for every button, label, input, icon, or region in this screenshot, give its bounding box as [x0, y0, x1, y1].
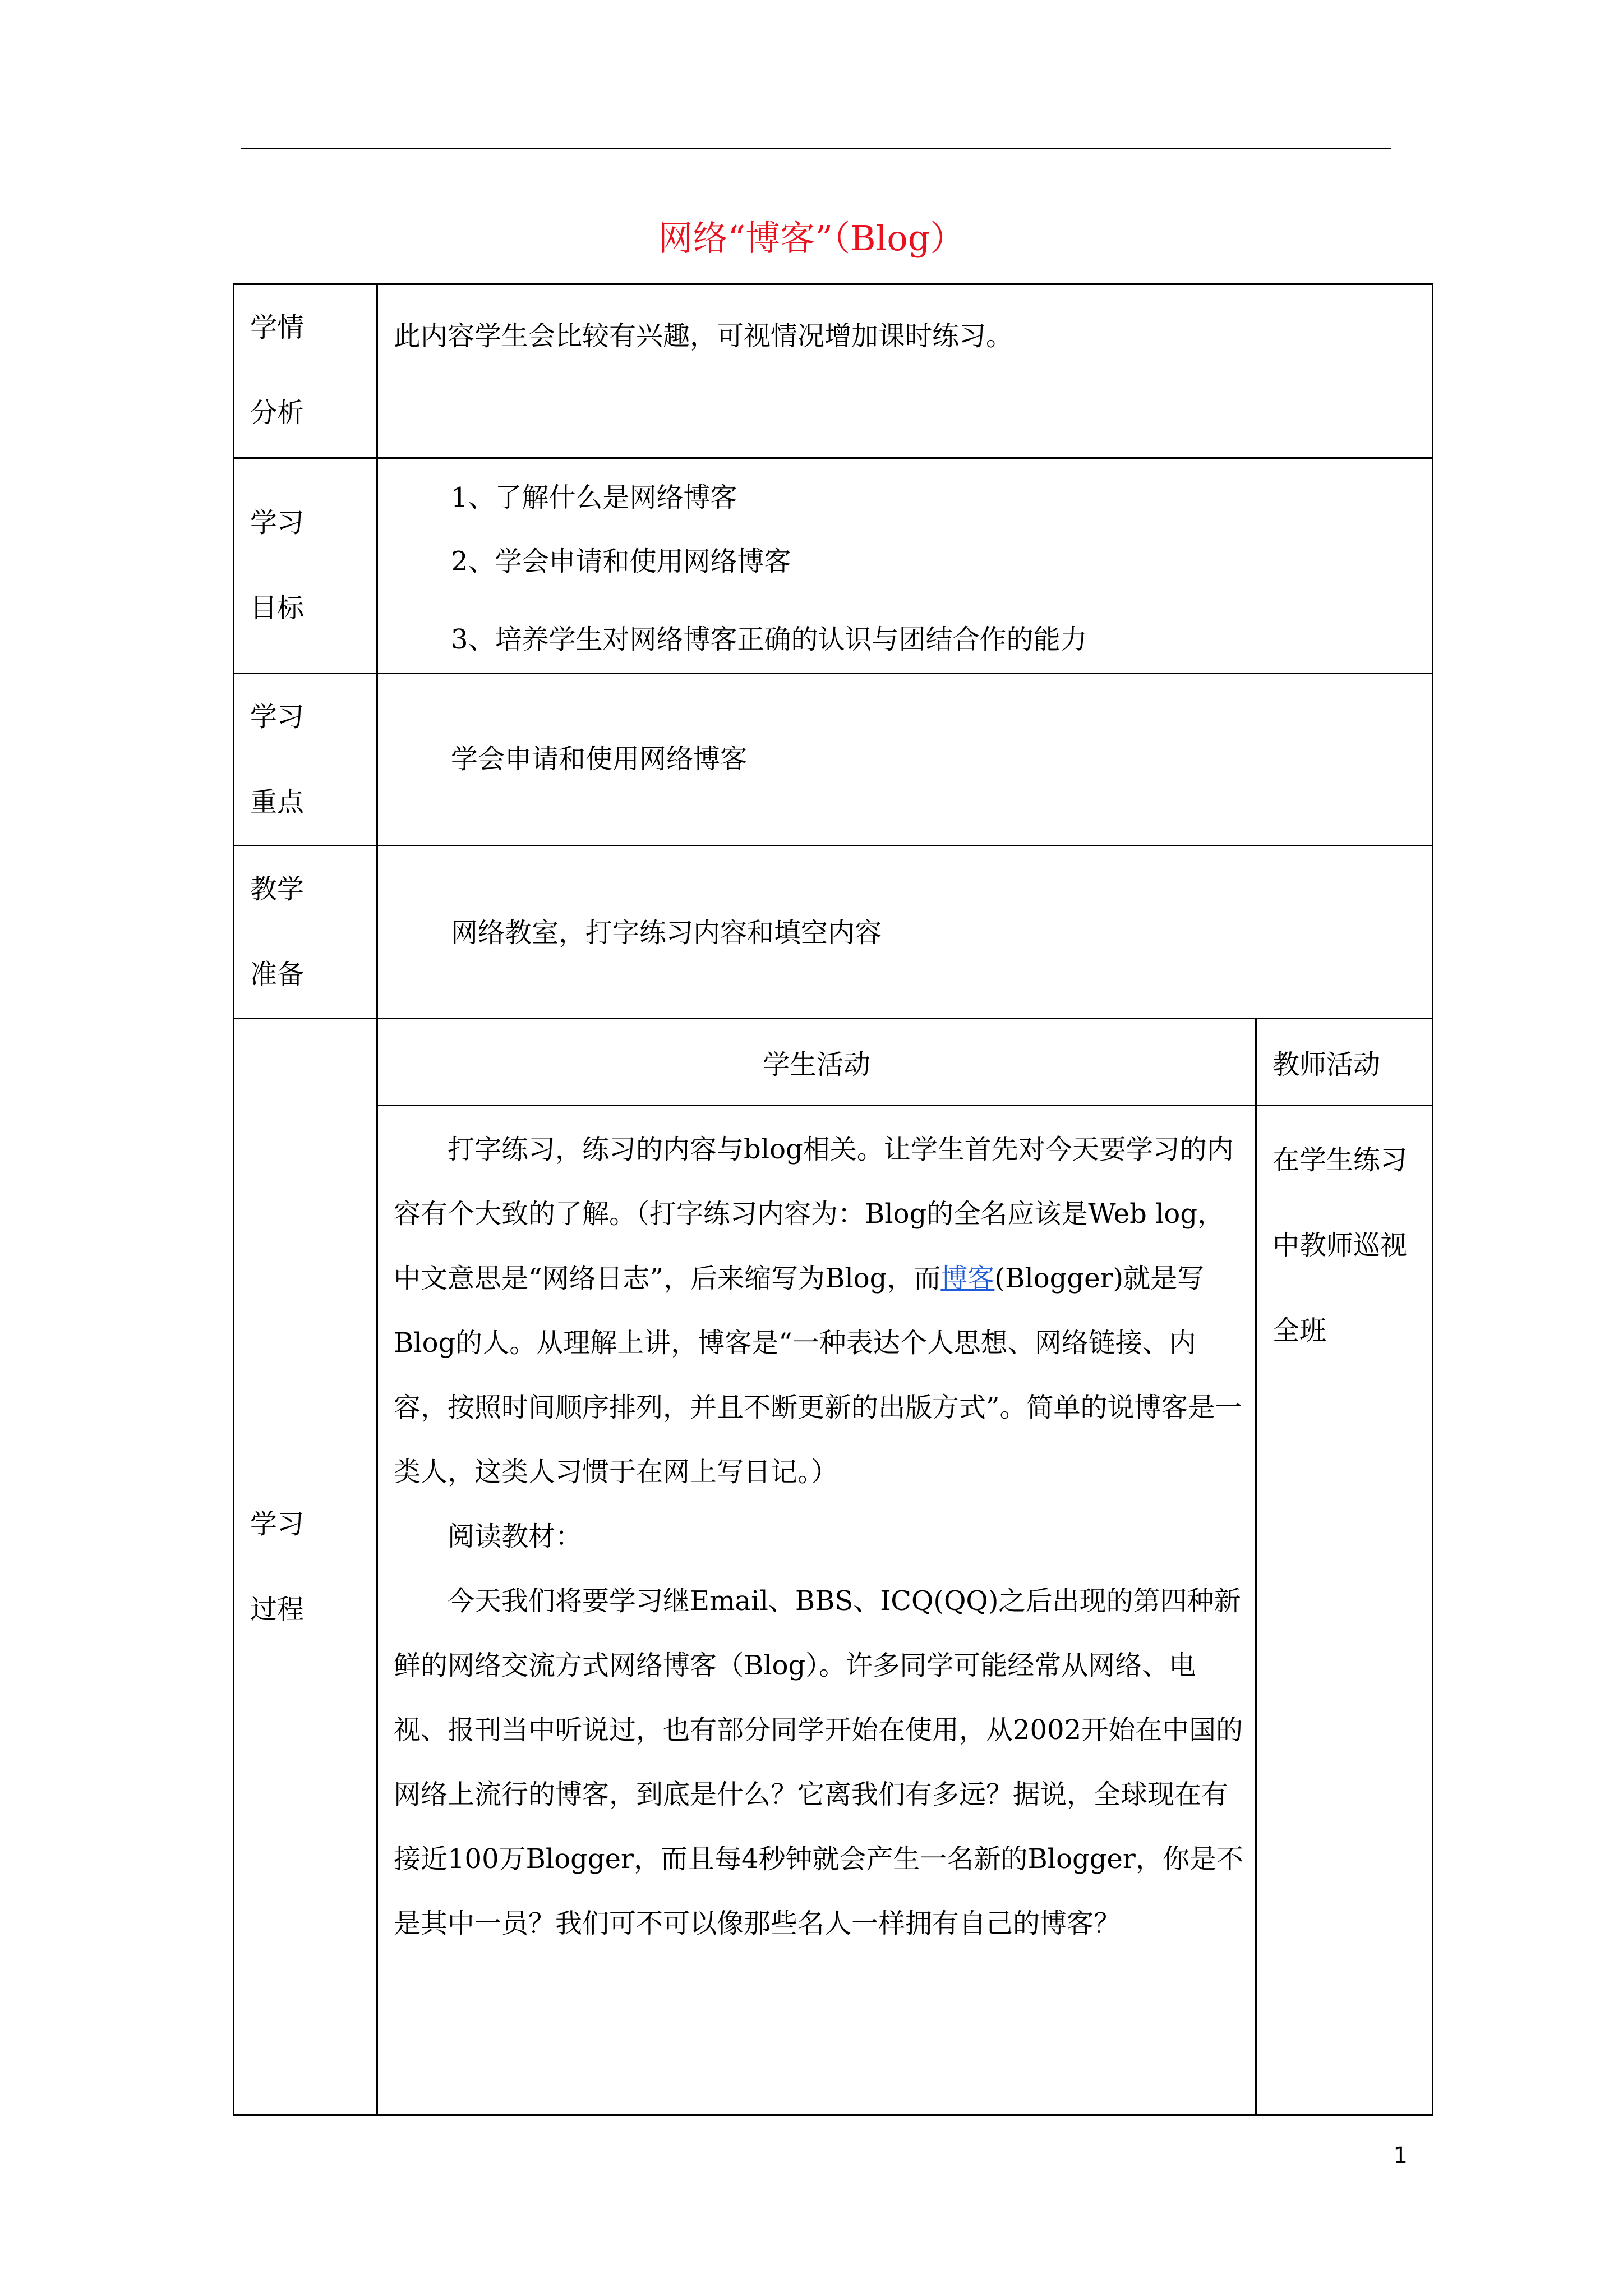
reading-paragraph: 今天我们将要学习继Email、BBS、ICQ(QQ)之后出现的第四种新鲜的网络交流方式网络博客（Blog）。许多同学可能经常从网络、电视、报刊当中听说过，也有部分同学开始在使用，从2002开始在中国的网络上流行的博客，到底是什么？它离我们有多远？据说，全球现在有接近100万Blogger，而且每4秒钟就会产生一名新的Blogger，你是不是其中一员？我们可不可以像那些名人一样拥有自己的博客？ [394, 1585, 1243, 1939]
row-process-body [234, 1106, 1433, 2115]
typing-practice-paragraph: 打字练习，练习的内容与blog相关。让学生首先对今天要学习的内容有个大致的了解。（打字练习内容为：Blog的全名应该是Web log，中文意思是“网络日志”，后来缩写为Blog，而博客(Blogger)就是写Blog的人。从理解上讲，博客是“一种表达个人思想、网络链接、内容，按照时间顺序排列，并且不断更新的出版方式”。简单的说博客是一类人，这类人习惯于在网上写日记。） [394, 1134, 1242, 1488]
student-activity-content [377, 1106, 1256, 2115]
blogger-link[interactable]: 博客 [940, 1263, 995, 1294]
goal-item: 2、学会申请和使用网络博客 [451, 546, 791, 577]
teacher-activity-content: 在学生练习中教师巡视全班 [1256, 1106, 1433, 2115]
reading-heading: 阅读教材： [448, 1521, 583, 1552]
lesson-plan-table [233, 283, 1433, 2116]
content-prep: 网络教室，打字练习内容和填空内容 [377, 846, 1433, 1019]
page-number: 1 [1393, 2143, 1408, 2169]
student-activity-header: 学生活动 [377, 1019, 1256, 1106]
content-goals [377, 458, 1433, 674]
row-analysis [234, 284, 1433, 458]
page-title: 网络“博客”（Blog） [658, 218, 965, 259]
label-prep: 教学 准备 [234, 846, 377, 1019]
teacher-activity-header: 教师活动 [1256, 1019, 1433, 1106]
goal-item: 1、了解什么是网络博客 [451, 482, 737, 513]
header-rule [241, 148, 1391, 149]
content-focus: 学会申请和使用网络博客 [377, 674, 1433, 846]
row-process-header [234, 1019, 1433, 1106]
label-process: 学习 过程 [234, 1019, 377, 2115]
label-focus: 学习 重点 [234, 674, 377, 846]
goal-item: 3、培养学生对网络博客正确的认识与团结合作的能力 [451, 624, 1087, 655]
label-goals: 学习 目标 [234, 458, 377, 674]
row-goals [234, 458, 1433, 674]
content-analysis: 此内容学生会比较有兴趣，可视情况增加课时练习。 [377, 284, 1433, 458]
row-prep [234, 846, 1433, 1019]
row-focus [234, 674, 1433, 846]
label-analysis: 学情 分析 [234, 284, 377, 458]
